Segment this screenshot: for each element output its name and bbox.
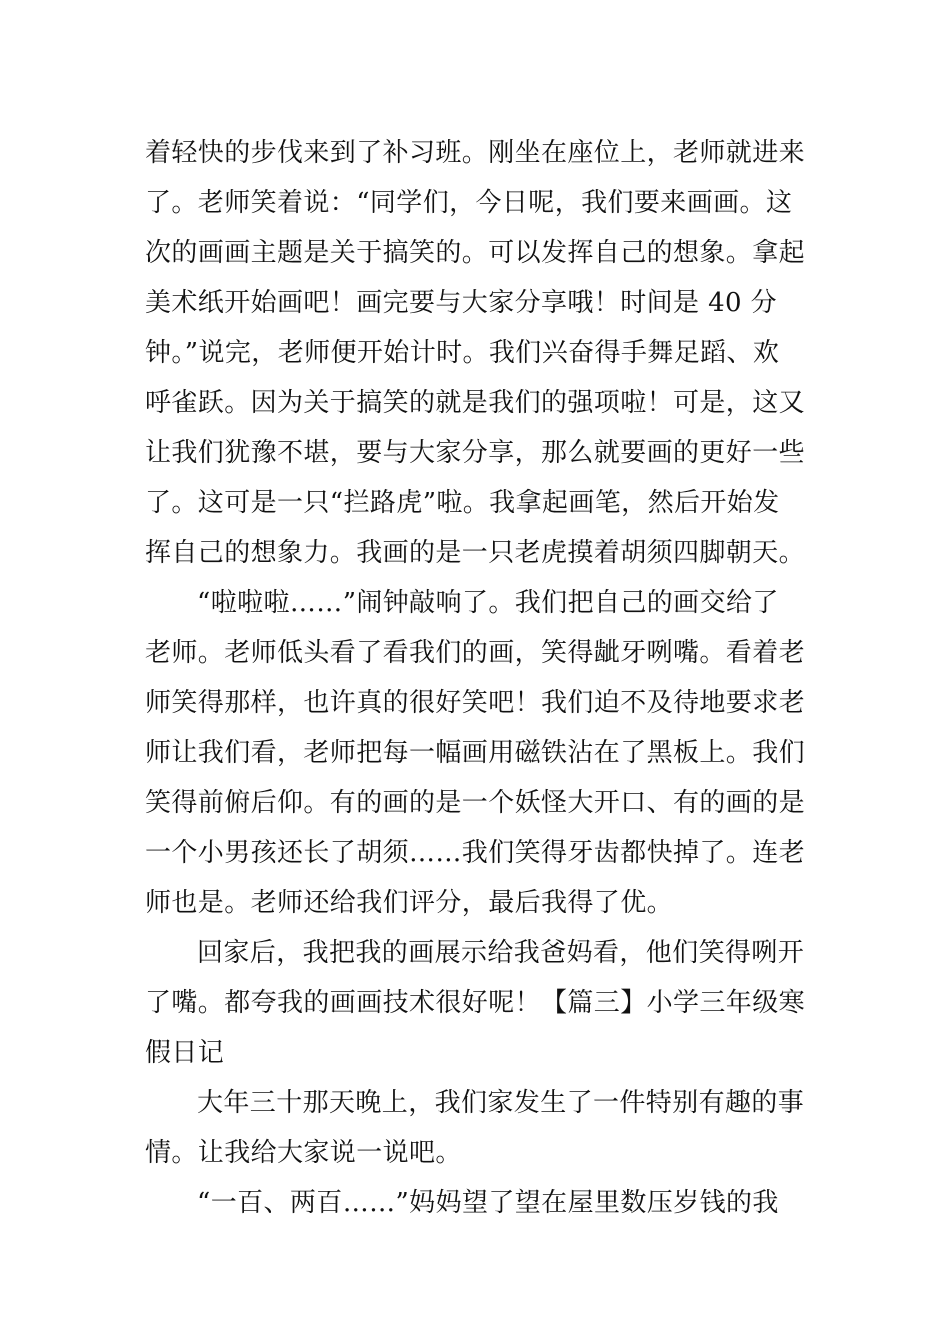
text-line: 着轻快的步伐来到了补习班。刚坐在座位上，老师就进来 (145, 138, 806, 168)
paragraph-start-line: “一百、两百……”妈妈望了望在屋里数压岁钱的我 (197, 1188, 779, 1218)
text-line: 钟。”说完，老师便开始计时。我们兴奋得手舞足蹈、欢 (145, 338, 780, 368)
text-line: 老师。老师低头看了看我们的画，笑得龇牙咧嘴。看着老 (145, 638, 806, 668)
text-line: 师让我们看，老师把每一幅画用磁铁沾在了黑板上。我们 (145, 738, 806, 768)
text-line: 美术纸开始画吧！画完要与大家分享哦！时间是 40 分 (145, 288, 778, 318)
paragraph-start-line: 回家后，我把我的画展示给我爸妈看，他们笑得咧开 (197, 938, 805, 968)
text-line: 次的画画主题是关于搞笑的。可以发挥自己的想象。拿起 (145, 238, 806, 268)
text-line: 了。这可是一只“拦路虎”啦。我拿起画笔，然后开始发 (145, 488, 780, 518)
text-line: 挥自己的想象力。我画的是一只老虎摸着胡须四脚朝天。 (145, 538, 806, 568)
text-line: 假日记 (145, 1038, 225, 1068)
text-line: 呼雀跃。因为关于搞笑的就是我们的强项啦！可是，这又 (145, 388, 806, 418)
paragraph-start-line: 大年三十那天晚上，我们家发生了一件特别有趣的事 (197, 1088, 805, 1118)
text-line: 师笑得那样，也许真的很好笑吧！我们迫不及待地要求老 (145, 688, 806, 718)
text-line: 了嘴。都夸我的画画技术很好呢！【篇三】小学三年级寒 (145, 988, 806, 1018)
paragraph-start-line: “啦啦啦……”闹钟敲响了。我们把自己的画交给了 (197, 588, 779, 618)
text-line: 一个小男孩还长了胡须……我们笑得牙齿都快掉了。连老 (145, 838, 806, 868)
text-line: 笑得前俯后仰。有的画的是一个妖怪大开口、有的画的是 (145, 788, 806, 818)
text-line: 师也是。老师还给我们评分，最后我得了优。 (145, 888, 674, 918)
text-line: 情。让我给大家说一说吧。 (145, 1138, 462, 1168)
text-line: 了。老师笑着说：“同学们，今日呢，我们要来画画。这 (145, 188, 793, 218)
text-line: 让我们犹豫不堪，要与大家分享，那么就要画的更好一些 (145, 438, 806, 468)
